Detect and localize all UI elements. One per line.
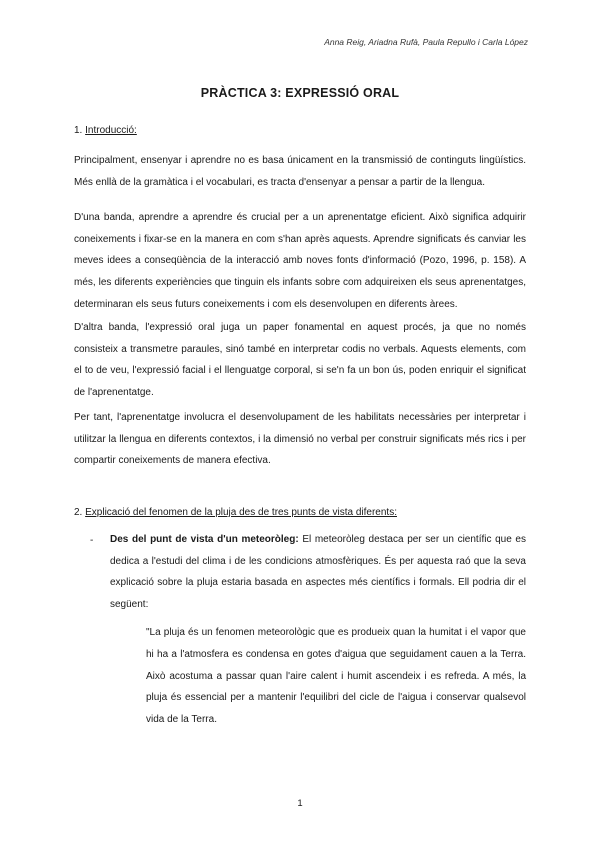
paragraph-intro-3: D'altra banda, l'expressió oral juga un paper fonamental en aquest procés, ja que no només consisteix a transmetre paraules, sinó també en interpretar codis no verbals. Aquests elements, com el to de veu, l'expressió facial i el llenguatge corporal, si se'n fa un bon ús, poden enriquir el significat de l'aprenentatge.	[74, 322, 526, 399]
section-1-heading	[74, 125, 137, 136]
paragraph-intro-1: Principalment, ensenyar i aprendre no es basa únicament en la transmissió de continguts lingüístics. Més enllà de la gramàtica i el vocabulari, es tracta d'ensenyar a pensar a partir de la llengua.	[74, 155, 526, 188]
meteorologist-quote: "La pluja és un fenomen meteorològic que es produeix quan la humitat i el vapor que hi ha a l'atmosfera es condensa en gotes d'aigua que seguidament cauen a la Terra. Això acostuma a passar quan l'aire calent i humit ascendeix i es refreda. A més, la pluja és essencial per a mantenir l'equilibri del cicle de l'aigua i conservar qualsevol vida de la Terra.	[146, 627, 526, 726]
section-2-heading	[74, 507, 397, 518]
section-2-title: Explicació del fenomen de la pluja des de tres punts de vista diferents:	[85, 507, 397, 518]
bullet-meteorologist	[110, 529, 526, 616]
bullet-lead: Des del punt de vista d'un meteoròleg:	[110, 534, 299, 545]
section-1-number: 1.	[74, 125, 83, 136]
paragraph-intro-2: D'una banda, aprendre a aprendre és crucial per a un aprenentatge eficient. Això significa adquirir coneixements i fixar-se en la manera en com s'han après aquests. Aprendre significats és canviar les meves idees a conseqüència de la interacció amb noves fonts d'informació (Pozo, 1996, p. 158). A més, les diferents experiències que tinguin els infants sobre com adquireixen els seus aprenentatges, determinaran els seus futurs coneixements i com els desenvolupen en diferents àrees.	[74, 212, 526, 310]
bullet-dash: -	[90, 535, 94, 546]
document-title: PRÀCTICA 3: EXPRESSIÓ ORAL	[200, 86, 400, 100]
section-1-title: Introducció:	[85, 125, 137, 136]
bullet-text: El meteoròleg destaca per ser un científic que es dedica a l'estudi del clima i de les condicions atmosfèriques. És per aquesta raó que la seva explicació sobre la pluja estaria basada en aspectes més científics i formals. Ell podria dir el següent:	[110, 534, 526, 611]
page-number: 1	[297, 798, 303, 809]
paragraph-intro-4: Per tant, l'aprenentatge involucra el desenvolupament de les habilitats necessàries per interpretar i utilitzar la llengua en diferents contextos, i la dimensió no verbal per construir significats més rics i per compartir coneixements de manera efectiva.	[74, 412, 526, 467]
page-header-authors: Anna Reig, Ariadna Rufà, Paula Repullo i Carla López	[324, 37, 528, 47]
section-2-number: 2.	[74, 507, 83, 518]
